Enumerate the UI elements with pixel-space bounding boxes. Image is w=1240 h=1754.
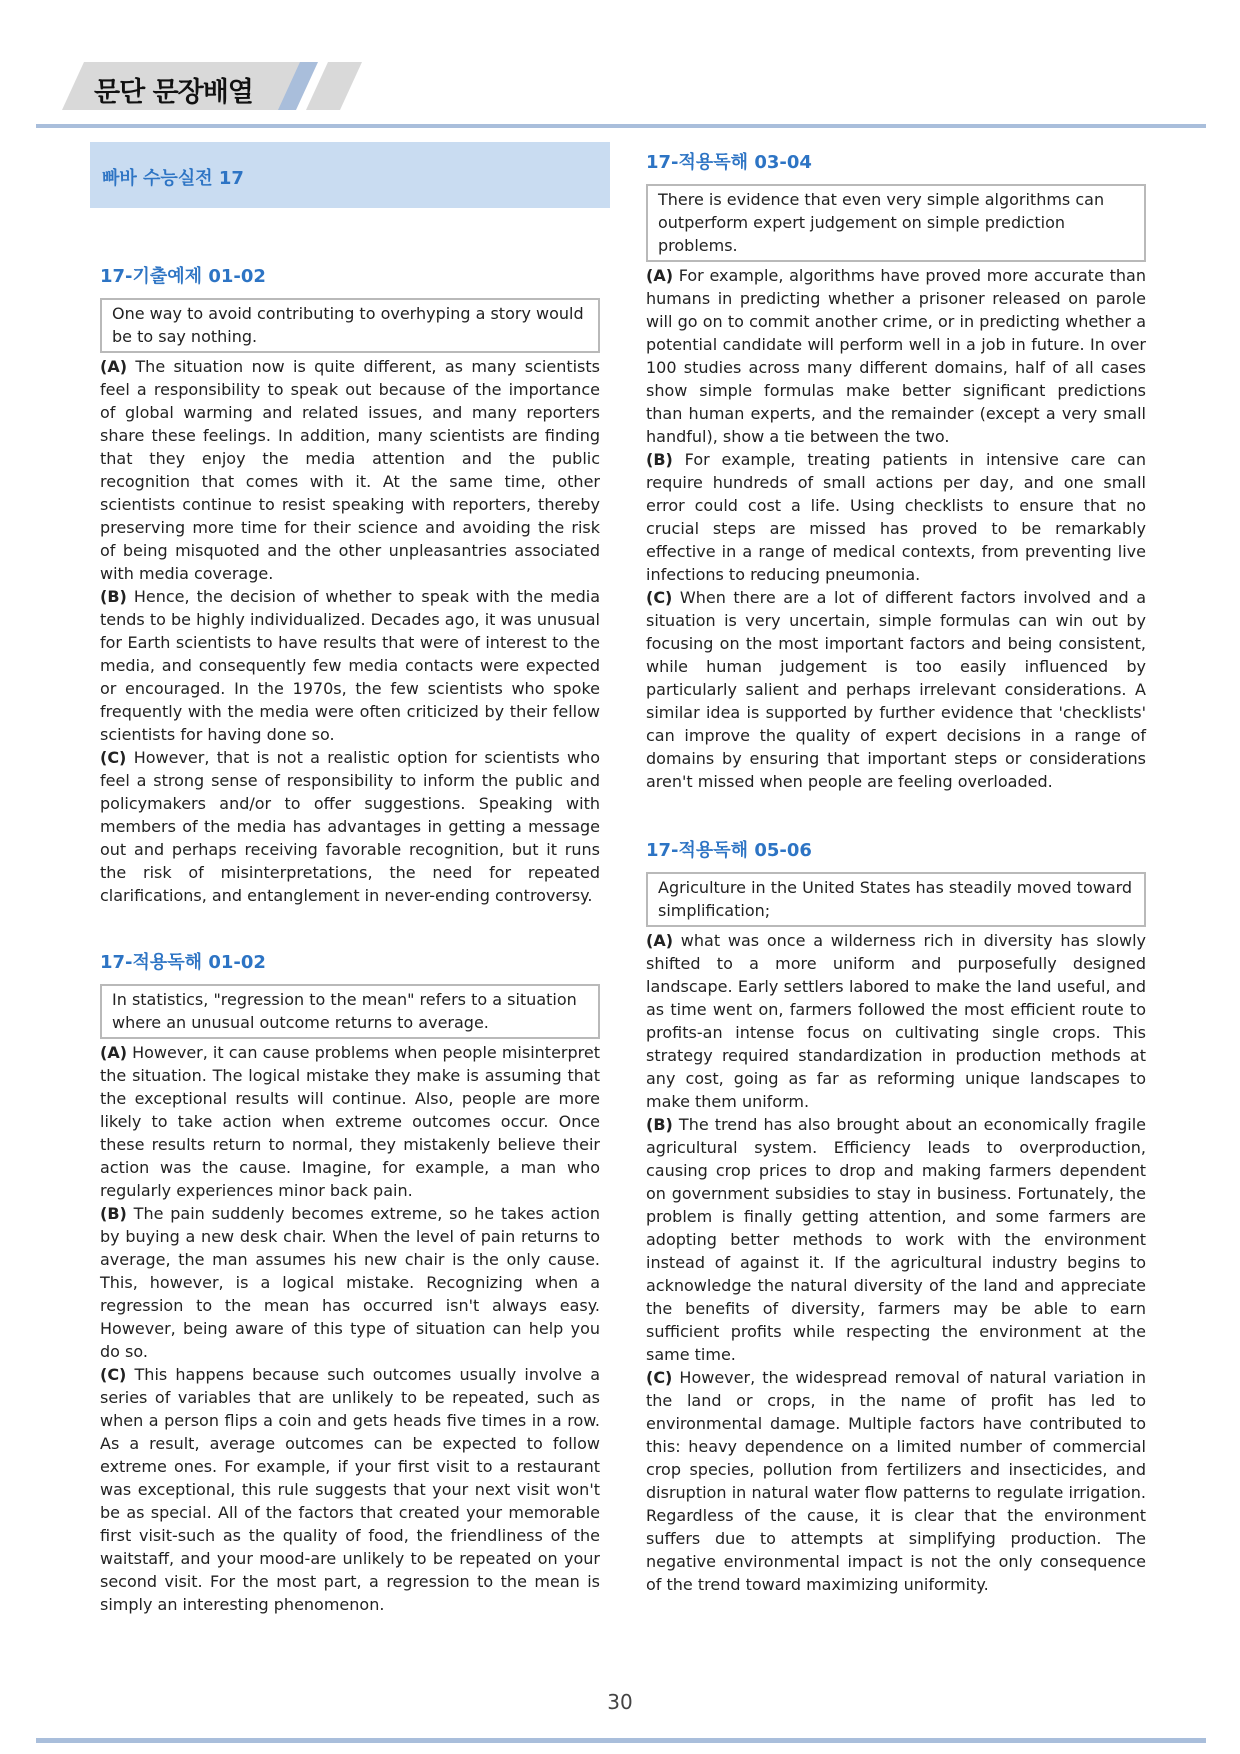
paragraph-b: [646, 448, 1146, 586]
paragraph-label: (A): [646, 266, 674, 285]
paragraph-label: (B): [100, 587, 127, 606]
given-sentence-box: Agriculture in the United States has steadily moved toward simplification;: [646, 872, 1146, 927]
paragraph-b: [100, 1202, 600, 1363]
paragraph-label: (B): [646, 450, 673, 469]
section-3: [646, 148, 1146, 793]
page-number: 30: [607, 1690, 633, 1714]
paragraph-label: (C): [646, 588, 673, 607]
page-title: 문단 문장배열: [94, 77, 253, 108]
given-sentence-box: One way to avoid contributing to overhyping a story would be to say nothing.: [100, 298, 600, 353]
paragraph-text: However, that is not a realistic option for scientists who feel a strong sense of responsibility to inform the public and policymakers and/or to offer suggestions. Speaking with members of the media has advantages in getting a message out and perhaps receiving favorable recognition, but it runs the risk of misinterpretations, the need for repeated clarifications, and entanglement in never-ending controversy.: [100, 748, 600, 905]
section-1: [100, 262, 600, 907]
paragraph-label: (C): [100, 1365, 127, 1384]
paragraph-c: [646, 586, 1146, 793]
paragraph-c: [646, 1366, 1146, 1596]
paragraph-c: [100, 1363, 600, 1616]
footer-rule: [36, 1738, 1206, 1743]
paragraph-b: [646, 1113, 1146, 1366]
paragraph-label: (A): [100, 357, 128, 376]
book-banner: [90, 142, 610, 208]
paragraph-text: For example, treating patients in intensive care can require hundreds of small actions per day, and one small error could cost a life. Using checklists to ensure that no crucial steps are missed has proved to be remarkably effective in a range of medical contexts, from preventing live infections to reducing pneumonia.: [646, 450, 1146, 584]
paragraph-label: (C): [646, 1368, 673, 1387]
given-sentence-box: In statistics, "regression to the mean" refers to a situation where an unusual outcome returns to average.: [100, 984, 600, 1039]
paragraph-text: The pain suddenly becomes extreme, so he takes action by buying a new desk chair. When the level of pain returns to average, the man assumes his new chair is the only cause. This, however, is a logical mistake. Recognizing when a regression to the mean has occurred isn't always easy. However, being aware of this type of situation can help you do so.: [100, 1204, 600, 1361]
paragraph-a: [100, 1041, 600, 1202]
banner-title: 빠바 수능실전 17: [102, 168, 244, 189]
section-title: 17-기출예제 01-02: [100, 266, 266, 287]
paragraph-text: The trend has also brought about an economically fragile agricultural system. Efficiency leads to overproduction, causing crop prices to drop and making farmers dependent on government subsidies to stay in business. Fortunately, the problem is finally getting attention, and some farmers are adopting better methods to work with the environment instead of against it. If the agricultural industry begins to acknowledge the natural diversity of the land and appreciate the benefits of diversity, farmers may be able to earn sufficient profits while respecting the environment at the same time.: [646, 1115, 1146, 1364]
paragraph-b: [100, 585, 600, 746]
paragraph-text: However, it can cause problems when people misinterpret the situation. The logical mistake they make is assuming that the exceptional results will continue. Also, people are more likely to take action when extreme outcomes occur. Once these results return to normal, they mistakenly believe their action was the cause. Imagine, for example, a man who regularly experiences minor back pain.: [100, 1043, 600, 1200]
header-rule: [36, 124, 1206, 128]
given-sentence-box: There is evidence that even very simple algorithms can outperform expert judgement on simple prediction problems.: [646, 184, 1146, 262]
paragraph-a: [646, 264, 1146, 448]
paragraph-text: When there are a lot of different factors involved and a situation is very uncertain, simple formulas can win out by focusing on the most important factors and being consistent, while human judgement is too easily influenced by particularly salient and perhaps irrelevant considerations. A similar idea is supported by further evidence that 'checklists' can improve the quality of expert decisions in a range of domains by ensuring that important steps or considerations aren't missed when people are feeling overloaded.: [646, 588, 1146, 791]
paragraph-label: (A): [100, 1043, 128, 1062]
paragraph-label: (B): [646, 1115, 673, 1134]
paragraph-a: [646, 929, 1146, 1113]
section-2: [100, 948, 600, 1616]
section-title: 17-적용독해 05-06: [646, 840, 812, 861]
paragraph-a: [100, 355, 600, 585]
section-4: [646, 836, 1146, 1596]
paragraph-text: The situation now is quite different, as many scientists feel a responsibility to speak out because of the importance of global warming and related issues, and many reporters share these feelings. In addition, many scientists are finding that they enjoy the media attention and the public recognition that comes with it. At the same time, other scientists continue to resist speaking with reporters, thereby preserving more time for their science and avoiding the risk of being misquoted and the other unpleasantries associated with media coverage.: [100, 357, 600, 583]
paragraph-label: (B): [100, 1204, 127, 1223]
paragraph-label: (A): [646, 931, 674, 950]
paragraph-text: However, the widespread removal of natural variation in the land or crops, in the name of profit has led to environmental damage. Multiple factors have contributed to this: heavy dependence on a limited number of commercial crop species, pollution from fertilizers and insecticides, and disruption in natural water flow patterns to regulate irrigation. Regardless of the cause, it is clear that the environment suffers due to attempts at simplifying production. The negative environmental impact is not the only consequence of the trend toward maximizing uniformity.: [646, 1368, 1146, 1594]
paragraph-text: For example, algorithms have proved more accurate than humans in predicting whether a prisoner released on parole will go on to commit another crime, or in predicting whether a potential candidate will perform well in a job in future. In over 100 studies across many different domains, half of all cases show simple formulas make better significant predictions than human experts, and the remainder (except a very small handful), show a tie between the two.: [646, 266, 1146, 446]
paragraph-text: what was once a wilderness rich in diversity has slowly shifted to a more uniform and purposefully designed landscape. Early settlers labored to make the land useful, and as time went on, farmers followed the most efficient route to profits-an intense focus on cultivating single crops. This strategy required standardization in production methods at any cost, going as far as reforming unique landscapes to make them uniform.: [646, 931, 1146, 1111]
paragraph-c: [100, 746, 600, 907]
paragraph-label: (C): [100, 748, 127, 767]
paragraph-text: Hence, the decision of whether to speak with the media tends to be highly individualized. Decades ago, it was unusual for Earth scientists to have results that were of interest to the media, and consequently few media contacts were expected or encouraged. In the 1970s, the few scientists who spoke frequently with the media were often criticized by their fellow scientists for having done so.: [100, 587, 600, 744]
section-title: 17-적용독해 01-02: [100, 952, 266, 973]
paragraph-text: This happens because such outcomes usually involve a series of variables that are unlikely to be repeated, such as when a person flips a coin and gets heads five times in a row. As a result, average outcomes can be expected to follow extreme ones. For example, if your first visit to a restaurant was exceptional, this rule suggests that your next visit won't be as special. All of the factors that created your memorable first visit-such as the quality of food, the friendliness of the waitstaff, and your mood-are unlikely to be repeated on your second visit. For the most part, a regression to the mean is simply an interesting phenomenon.: [100, 1365, 600, 1614]
section-title: 17-적용독해 03-04: [646, 152, 812, 173]
header-tab: [62, 62, 362, 110]
